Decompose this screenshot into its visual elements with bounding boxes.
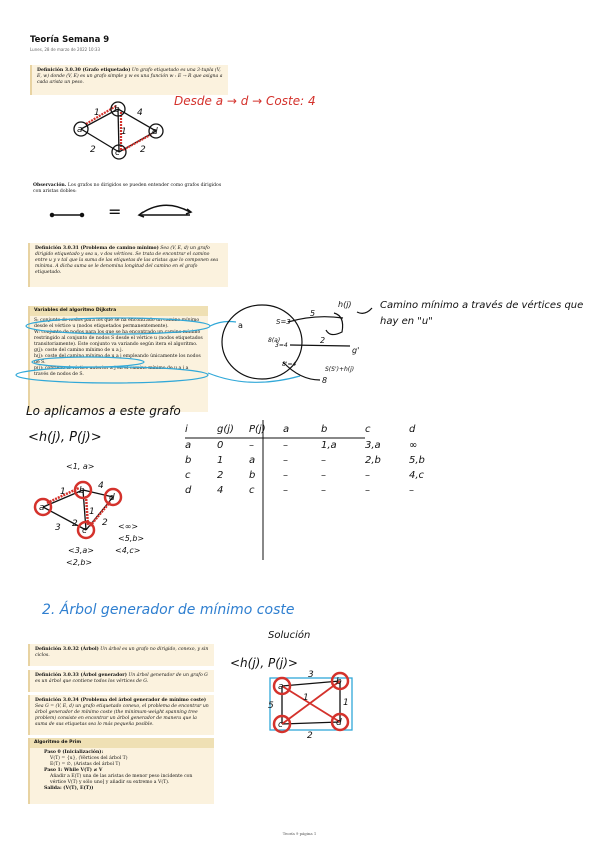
table-cell: d — [185, 485, 192, 496]
graph1-node: a — [77, 125, 83, 135]
graph2-node: c — [82, 526, 87, 536]
scribble-label: 8(a) — [268, 337, 281, 344]
table-cell: 2 — [217, 470, 224, 481]
scribble-label: 3=4 — [275, 342, 288, 349]
scribble-label: S(S')+h(j) — [325, 366, 355, 373]
table-cell: 5,b — [409, 455, 425, 466]
graph3-weight: 1 — [303, 693, 309, 703]
graph2-weight: 1 — [89, 507, 95, 517]
table-cell: – — [321, 470, 326, 481]
note-red-cost: Desde a → d → Coste: 4 — [174, 94, 316, 108]
definition-30-label: Definición 3.0.30 (Grafo etiquetado) — [37, 68, 131, 73]
definition-33-label: Definición 3.0.33 (Árbol generador) — [35, 673, 127, 678]
dijkstra-row: p(j): contiene el vértice anterior a j en el camino mínimo de u a j a través de nodos de S. — [34, 366, 189, 377]
graph1-node: d — [152, 127, 158, 137]
table-header: P(j) — [249, 423, 266, 435]
graph1-weight: 1 — [94, 108, 100, 118]
scribble-label: 2 — [320, 336, 326, 345]
undirected-edge-drawing — [51, 205, 192, 217]
graph1-weight: 4 — [137, 108, 143, 118]
observation-text: Los grafos no dirigidos se pueden entender como grafos dirigidos con aristas dobles: — [33, 183, 222, 194]
graph3-node: a — [278, 682, 284, 692]
graph2-weight: 3 — [55, 523, 61, 533]
prim-line: Salida: (V(T), E(T)) — [44, 786, 94, 791]
table-cell: – — [283, 440, 288, 451]
table-cell: – — [283, 470, 288, 481]
page-footer: Teoría 9 página 1 — [282, 831, 317, 836]
graph3-weight: 2 — [307, 731, 313, 741]
definition-33-text: Un árbol generador de un grafo G es un árbol que contiene todos los vértices de G. — [35, 673, 208, 684]
table-cell: – — [409, 485, 414, 496]
table-cell: – — [283, 455, 288, 466]
scribble-label: 8'=4 — [282, 361, 297, 368]
scribble-label: h(j) — [338, 300, 352, 309]
annot: <1, a> — [66, 462, 95, 471]
apply-note: Lo aplicamos a este grafo — [26, 404, 181, 418]
observation-label: Observación. — [33, 183, 67, 188]
definition-34-text: Sea G = (V, E, d) un grafo etiquetado conexo, el problema de encontrar un árbol generador de mínimo coste (the minimum-weight spanning tree problem) consiste en encontrar un árbol generador de manera que la suma de sus etiquetas sea lo más pequeña posible. — [35, 704, 209, 727]
table-cell: 4 — [217, 485, 224, 496]
graph2-node: a — [39, 503, 45, 513]
dijkstra-row: W: conjunto de nodos para los que se ha encontrado un camino mínimo restringido al conjunto de nodos S desde el vértice u (nodos etiquetados transitoriamente). Este conjunto va variando según itera el algoritmo. — [34, 330, 203, 347]
scribble-label: S=3 — [276, 318, 291, 326]
table-cell: – — [365, 470, 370, 481]
table-cell: – — [321, 485, 326, 496]
pair2-note: <h(j), P(j)> — [230, 656, 298, 670]
dijkstra-row: h(j): coste del camino mínimo de u a j empleando únicamente los nodos de S. — [34, 354, 201, 365]
graph2-weight: 2 — [102, 518, 108, 528]
table-cell: 3,a — [365, 440, 381, 451]
table-cell: ∞ — [409, 440, 418, 451]
svg-text:a: a — [238, 321, 243, 330]
graph2-weight: 1 — [60, 487, 66, 497]
table-cell: b — [185, 455, 192, 466]
prim-header: Algoritmo de Prim — [30, 738, 214, 748]
graph2-weight: 4 — [98, 481, 104, 491]
equals-sign: = — [108, 202, 122, 221]
table-cell: c — [249, 485, 255, 496]
annot: <2,b> — [66, 558, 93, 567]
scribble-diagram — [222, 305, 372, 380]
graph3-node: b — [336, 677, 342, 687]
table-cell: a — [249, 455, 256, 466]
table-cell: – — [321, 455, 326, 466]
graph3-weight: 5 — [268, 701, 274, 711]
definition-32-text: Un árbol es un grafo no dirigido, conexo, y sin ciclos. — [35, 647, 209, 658]
graph1-weight: 2 — [90, 145, 96, 155]
graph3-weight: 1 — [343, 698, 349, 708]
solucion-note: Solución — [268, 630, 311, 641]
pair-note: <h(j), P(j)> — [28, 430, 102, 445]
definition-32-label: Definición 3.0.32 (Árbol) — [35, 647, 99, 652]
table-cell: a — [185, 440, 192, 451]
prim-line: V(T) = {u}, (Vértices del árbol T) — [50, 756, 128, 761]
annot: <4,c> — [115, 546, 141, 555]
graph1-node: b — [114, 105, 120, 115]
blue-highlights — [16, 318, 300, 383]
prim-line: Paso 0 (Inicialización): — [44, 750, 104, 755]
page-date: Lunes, 28 de marzo de 2022 10:33 — [30, 47, 101, 52]
annot: <5,b> — [118, 534, 145, 543]
definition-34-label: Definición 3.0.34 (Problema del árbol generador de mínimo coste) — [35, 698, 207, 703]
prim-line: E(T) = ∅, (Aristas del árbol T) — [50, 762, 121, 767]
definition-31-label: Definición 3.0.31 (Problema de camino mínimo) — [35, 246, 159, 251]
table-cell: 2,b — [365, 455, 381, 466]
graph2-node: b — [79, 486, 85, 496]
table-cell: b — [249, 470, 256, 481]
table-header: i — [185, 423, 188, 435]
note-right: Camino mínimo a través de vértices que hay en "u" — [380, 300, 584, 327]
dijkstra-row: S: conjunto de nodos para los que se ha encontrado un camino mínimo desde el vértice u (nodos etiquetados permanentemente). — [34, 318, 200, 329]
prim-line: Añadir a E(T) una de las aristas de menor peso incidente con vértice V(T) y sólo uno] y añadir su extremo a V(T). — [50, 774, 193, 785]
table-cell: 0 — [217, 440, 224, 451]
graph1-node: c — [115, 148, 120, 158]
table-lines — [185, 420, 365, 560]
annot: <∞> — [118, 522, 139, 531]
graph3-node: c — [278, 720, 283, 730]
table-cell: – — [283, 485, 288, 496]
graph3-weight: 3 — [308, 670, 314, 680]
table-header: c — [365, 423, 371, 435]
table-cell: 4,c — [409, 470, 425, 481]
table-cell: 1,a — [321, 440, 337, 451]
definition-30-text: Un grafo etiquetado es una 3-tupla (V, E, w) donde (V, E) es un grafo simple y w es una función w : E → R que asigna a cada arista un peso. — [37, 68, 223, 85]
dijkstra-row: g(j): coste del camino mínimo de u a j. — [34, 348, 124, 353]
table-cell: 1 — [217, 455, 224, 466]
section-2-title: 2. Árbol generador de mínimo coste — [42, 602, 295, 618]
scribble-label: 8 — [322, 376, 328, 385]
page-title: Teoría Semana 9 — [30, 35, 110, 45]
definition-31-text: Sea (V, E, d) un grafo dirigido etiquetado y sea u, v dos vértices. Se trata de encontrar el camino entre u y v tal que la suma de las etiquetas de las aristas que lo componen sea mínima. A dicha suma se le denomina longitud del camino en el grafo etiquetado. — [35, 246, 219, 275]
scribble-label: g' — [352, 346, 360, 355]
table-cell: – — [249, 440, 254, 451]
scribble-label: 5 — [310, 309, 316, 318]
table-header: g(j) — [217, 423, 234, 435]
table-cell: – — [365, 485, 370, 496]
table-header: a — [283, 423, 290, 435]
graph1-weight: 1 — [121, 127, 127, 137]
table-header: b — [321, 423, 328, 435]
graph1-weight: 2 — [140, 145, 146, 155]
graph2-node: d — [109, 493, 115, 503]
dijkstra-header: Variables del algoritmo Dijkstra — [30, 306, 208, 316]
graph3-node: d — [336, 718, 342, 728]
prim-line: Paso 1: While V(T) ≠ V — [44, 768, 103, 773]
table-header: d — [409, 423, 416, 435]
graph2-weight: 2 — [72, 519, 78, 529]
table-cell: c — [185, 470, 191, 481]
annot: <3,a> — [68, 546, 94, 555]
